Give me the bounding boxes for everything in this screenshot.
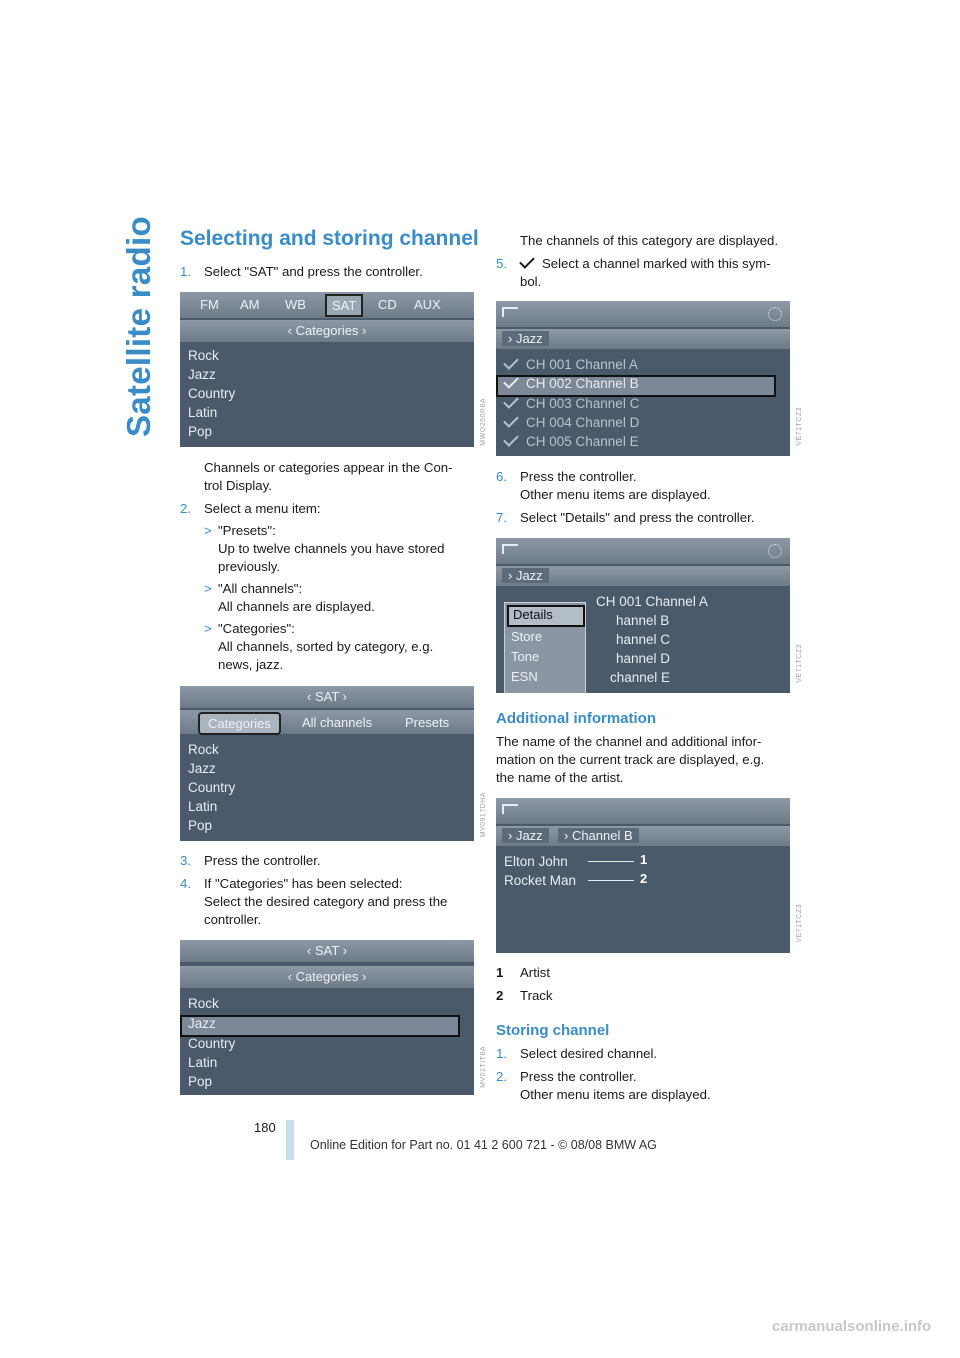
artist-name: Elton John (504, 854, 568, 869)
tab-bar (180, 710, 474, 734)
category-pop: Pop (188, 818, 213, 833)
channel-e: CH 005 Channel E (526, 434, 639, 449)
footer-text: Online Edition for Part no. 01 41 2 600 721 - © 08/08 BMW AG (310, 1138, 657, 1152)
screen-sat-tabs (180, 686, 474, 841)
channel-label: › Channel B (558, 828, 639, 843)
step-5-text: bol. (520, 274, 542, 289)
bullet-presets: > "Presets": (204, 523, 276, 538)
band-aux: AUX (414, 297, 441, 312)
check-icon (519, 253, 535, 269)
channel-a: CH 001 Channel A (596, 594, 708, 609)
storing-step-1: 1. Select desired channel. (496, 1046, 658, 1061)
screen-channel-list (496, 301, 790, 456)
legend-artist: 1 Artist (496, 965, 551, 980)
category-jazz: Jazz (188, 761, 216, 776)
storing-step-2: 2. Press the controller. (496, 1069, 637, 1084)
title-bar (496, 798, 790, 824)
barcode: VE71TCZ3 (796, 407, 803, 446)
popup-menu (504, 602, 586, 693)
step-4-text: Select the desired category and press the (204, 894, 448, 909)
category-jazz: Jazz (188, 1016, 216, 1031)
watermark: carmanualsonline.info (772, 1318, 932, 1335)
storing-step-2-text: Other menu items are displayed. (520, 1087, 711, 1102)
title-bar (496, 301, 790, 327)
channel-e: channel E (610, 670, 671, 685)
sat-title: ‹ SAT › (180, 940, 474, 962)
check-icon (503, 373, 519, 389)
tab-categories: Categories (198, 712, 281, 735)
page-number: 180 (254, 1120, 276, 1135)
check-icon (503, 431, 519, 447)
category-jazz: Jazz (188, 367, 216, 382)
bullet-categories: > "Categories": (204, 621, 295, 636)
step-6-text: Other menu items are displayed. (520, 487, 711, 502)
callout-1: 1 (640, 852, 648, 867)
jazz-label: › Jazz (502, 331, 549, 346)
band-am: AM (240, 297, 260, 312)
check-icon (503, 393, 519, 409)
step-1-note: Channels or categories appear in the Con- (204, 460, 453, 475)
bullet-all-channels: > "All channels": (204, 581, 303, 596)
step-1: 1. Select "SAT" and press the controller. (180, 264, 423, 279)
category-country: Country (188, 780, 236, 795)
additional-heading: Additional information (496, 710, 656, 727)
sat-title: ‹ SAT › (180, 686, 474, 708)
bullet-categories-text: All channels, sorted by category, e.g. (218, 639, 434, 654)
category-rock: Rock (188, 996, 219, 1011)
category-country: Country (188, 1036, 236, 1051)
popup-item-details: Details (507, 605, 585, 627)
popup-item-esn: ESN (511, 669, 538, 684)
band-cd: CD (378, 297, 397, 312)
barcode: MV01TIT8A (480, 1046, 487, 1088)
popup-item-store: Store (511, 629, 543, 644)
category-rock: Rock (188, 348, 219, 363)
channel-d: hannel D (616, 651, 671, 666)
screen-channel-detail (496, 798, 790, 953)
step-3: 3. Press the controller. (180, 853, 321, 868)
back-icon (502, 307, 518, 317)
screen-category-select (180, 940, 474, 1095)
jazz-label: › Jazz (502, 568, 549, 583)
band-wb: WB (285, 297, 306, 312)
back-icon (502, 804, 518, 814)
footer-accent (286, 1120, 294, 1160)
barcode: MV0917DHA (480, 792, 487, 838)
callout-2: 2 (640, 871, 648, 886)
bullet-categories-text-2: news, jazz. (218, 657, 284, 672)
step-7: 7. Select "Details" and press the controller. (496, 510, 755, 525)
check-icon (503, 354, 519, 370)
bullet-presets-text-2: previously. (218, 559, 281, 574)
channel-c: CH 003 Channel C (526, 396, 640, 411)
category-rock: Rock (188, 742, 219, 757)
screen-bands (180, 292, 474, 447)
category-pop: Pop (188, 1074, 213, 1089)
tab-presets: Presets (405, 715, 450, 730)
band-sat: SAT (325, 294, 363, 317)
step-4: 4. If "Categories" has been selected: (180, 876, 403, 891)
barcode: MWO250R8A (480, 398, 487, 446)
jazz-bar (496, 329, 790, 349)
channel-d: CH 004 Channel D (526, 415, 640, 430)
jazz-label: › Jazz (502, 828, 549, 843)
controller-icon (768, 544, 782, 558)
controller-icon (768, 307, 782, 321)
band-bar (180, 292, 474, 318)
additional-text-2: mation on the current track are displayed, e.g. (496, 752, 765, 767)
storing-heading: Storing channel (496, 1022, 610, 1039)
channel-c: hannel C (616, 632, 671, 647)
additional-text-3: the name of the artist. (496, 770, 624, 785)
screen-details-popup (496, 538, 790, 693)
step-2: 2. Select a menu item: (180, 501, 321, 516)
legend-track: 2 Track (496, 988, 553, 1003)
category-latin: Latin (188, 1055, 218, 1070)
category-latin: Latin (188, 799, 218, 814)
bullet-presets-text: Up to twelve channels you have stored (218, 541, 445, 556)
channel-b: CH 002 Channel B (526, 376, 639, 391)
section-title: Satellite radio (120, 216, 157, 437)
step-4-note: The channels of this category are displayed. (520, 233, 779, 248)
channel-a: CH 001 Channel A (526, 357, 638, 372)
title-bar (496, 538, 790, 564)
check-icon (503, 412, 519, 428)
tab-all-channels: All channels (302, 715, 373, 730)
selection-highlight (180, 1015, 460, 1037)
track-name: Rocket Man (504, 873, 577, 888)
additional-text: The name of the channel and additional infor- (496, 734, 762, 749)
back-icon (502, 544, 518, 554)
popup-item-tone: Tone (511, 649, 540, 664)
categories-header: ‹ Categories › (180, 320, 474, 342)
jazz-bar (496, 566, 790, 586)
step-1-note-2: trol Display. (204, 478, 272, 493)
step-4-text-2: controller. (204, 912, 262, 927)
band-fm: FM (200, 297, 219, 312)
bullet-all-channels-text: All channels are displayed. (218, 599, 375, 614)
page-heading: Selecting and storing channel (180, 227, 479, 250)
barcode: VE71TCZ3 (796, 904, 803, 943)
category-latin: Latin (188, 405, 218, 420)
category-country: Country (188, 386, 236, 401)
category-pop: Pop (188, 424, 213, 439)
categories-header: ‹ Categories › (180, 966, 474, 988)
channel-b: hannel B (616, 613, 670, 628)
step-6: 6. Press the controller. (496, 469, 637, 484)
barcode: VE71TCZ3 (796, 644, 803, 683)
step-5: 5. Select a channel marked with this sym- (496, 255, 771, 273)
breadcrumb (496, 826, 790, 846)
